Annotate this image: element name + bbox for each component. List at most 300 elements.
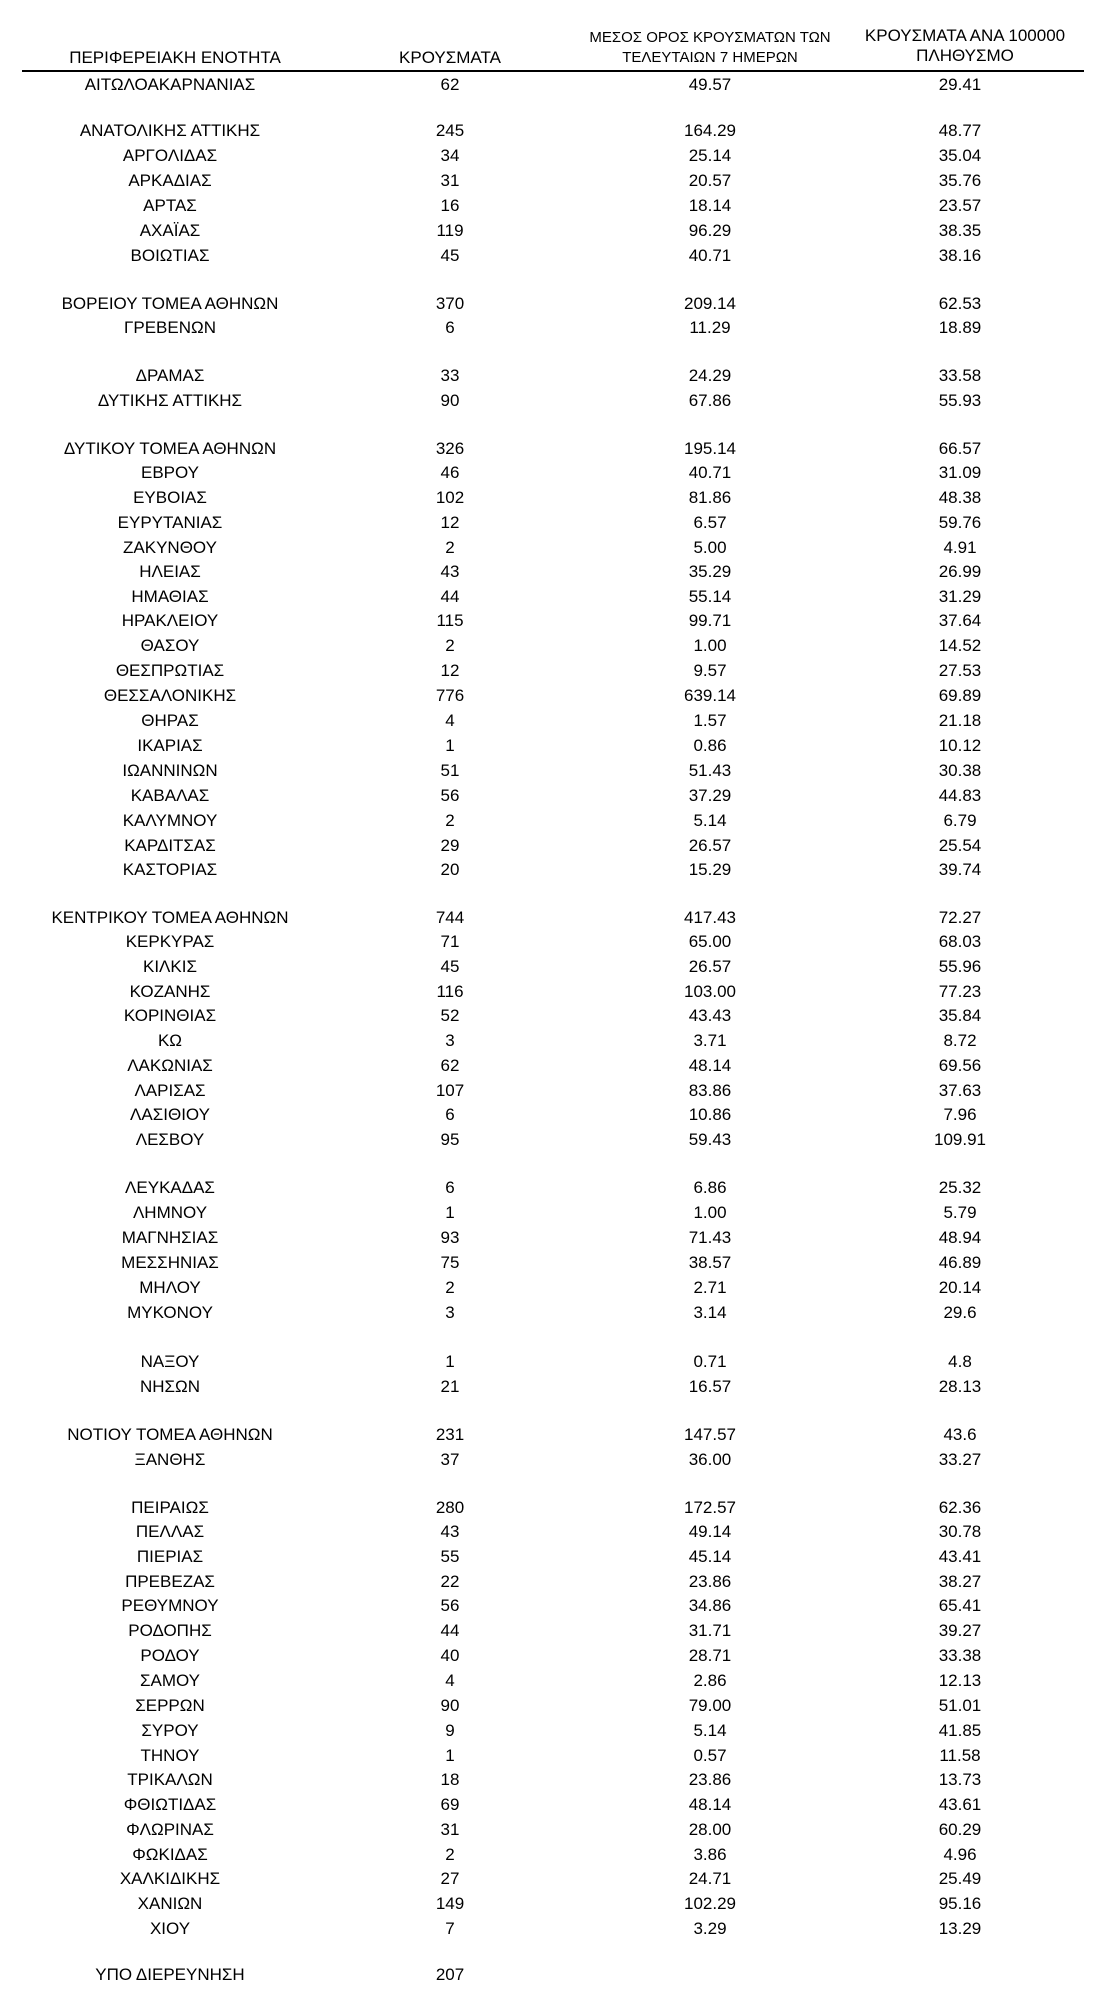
cases-cell: 9 xyxy=(445,1721,455,1740)
per-100k-cell: 39.27 xyxy=(938,1621,982,1640)
cases-cell: 43 xyxy=(440,562,460,581)
per-100k-cell: 37.63 xyxy=(938,1081,982,1100)
cases-cell: 149 xyxy=(435,1894,465,1913)
average-cell: 25.14 xyxy=(688,146,732,165)
per-100k-cell: 51.01 xyxy=(938,1696,982,1715)
table-row xyxy=(0,1670,1100,1692)
region-cell: ΠΕΛΛΑΣ xyxy=(135,1522,205,1541)
table-row xyxy=(0,710,1100,732)
region-cell: ΒΟΙΩΤΙΑΣ xyxy=(130,246,210,265)
per-100k-cell: 39.74 xyxy=(938,860,982,879)
cases-cell: 3 xyxy=(445,1303,455,1322)
per-100k-cell: 25.54 xyxy=(938,836,982,855)
table-row xyxy=(0,931,1100,953)
average-cell: 45.14 xyxy=(688,1547,732,1566)
per-100k-cell: 33.38 xyxy=(938,1646,982,1665)
table-row xyxy=(0,1227,1100,1249)
average-cell: 31.71 xyxy=(688,1621,732,1640)
cases-cell: 16 xyxy=(440,196,460,215)
region-cell: ΥΠΟ ΔΙΕΡΕΥΝΗΣΗ xyxy=(95,1965,245,1984)
per-100k-cell: 23.57 xyxy=(938,196,982,215)
region-cell: ΛΑΣΙΘΙΟΥ xyxy=(130,1105,210,1124)
cases-cell: 7 xyxy=(445,1919,455,1938)
cases-cell: 95 xyxy=(440,1130,460,1149)
region-cell: ΛΑΡΙΣΑΣ xyxy=(134,1081,206,1100)
cases-cell: 90 xyxy=(440,391,460,410)
cases-cell: 62 xyxy=(440,75,460,94)
average-cell: 67.86 xyxy=(688,391,732,410)
average-cell: 0.57 xyxy=(693,1746,727,1765)
table-row xyxy=(0,810,1100,832)
table-row xyxy=(0,735,1100,757)
per-100k-cell: 55.96 xyxy=(938,957,982,976)
average-cell: 43.43 xyxy=(688,1006,732,1025)
table-row xyxy=(0,1645,1100,1667)
cases-cell: 4 xyxy=(445,711,455,730)
table-row xyxy=(0,1893,1100,1915)
average-cell: 1.00 xyxy=(693,636,727,655)
table-row xyxy=(0,74,1100,96)
cases-cell: 4 xyxy=(445,1671,455,1690)
per-100k-cell: 68.03 xyxy=(938,932,982,951)
table-row xyxy=(0,1868,1100,1890)
table-row xyxy=(0,537,1100,559)
cases-cell: 40 xyxy=(440,1646,460,1665)
table-row xyxy=(0,981,1100,1003)
average-cell: 16.57 xyxy=(688,1377,732,1396)
table-row xyxy=(0,220,1100,242)
cases-cell: 2 xyxy=(445,1845,455,1864)
average-cell: 20.57 xyxy=(688,171,732,190)
region-cell: ΛΑΚΩΝΙΑΣ xyxy=(127,1056,213,1075)
per-100k-cell: 48.38 xyxy=(938,488,982,507)
table-row xyxy=(0,317,1100,339)
table-row xyxy=(0,1695,1100,1717)
region-cell: ΛΗΜΝΟΥ xyxy=(132,1203,208,1222)
region-cell: ΚΑΣΤΟΡΙΑΣ xyxy=(122,860,218,879)
region-cell: ΚΑΛΥΜΝΟΥ xyxy=(122,811,218,830)
per-100k-cell: 38.35 xyxy=(938,221,982,240)
table-row xyxy=(0,1129,1100,1151)
average-cell: 34.86 xyxy=(688,1596,732,1615)
region-cell: ΚΑΒΑΛΑΣ xyxy=(130,786,210,805)
table-row xyxy=(0,512,1100,534)
per-100k-cell: 95.16 xyxy=(938,1894,982,1913)
per-100k-cell: 20.14 xyxy=(938,1278,982,1297)
region-cell: ΤΡΙΚΑΛΩΝ xyxy=(127,1770,213,1789)
table-row xyxy=(0,610,1100,632)
per-100k-cell: 43.41 xyxy=(938,1547,982,1566)
average-cell: 209.14 xyxy=(684,294,736,313)
region-cell: ΧΙΟΥ xyxy=(149,1919,191,1938)
per-100k-cell: 43.61 xyxy=(938,1795,982,1814)
average-cell: 10.86 xyxy=(688,1105,732,1124)
table-row xyxy=(0,1620,1100,1642)
average-cell: 639.14 xyxy=(684,686,736,705)
table-row xyxy=(0,907,1100,929)
average-cell: 83.86 xyxy=(688,1081,732,1100)
table-row xyxy=(0,487,1100,509)
header-7day-average-line2: ΤΕΛΕΥΤΑΙΩΝ 7 ΗΜΕΡΩΝ xyxy=(622,49,798,66)
region-cell: ΒΟΡΕΙΟΥ ΤΟΜΕΑ ΑΘΗΝΩΝ xyxy=(61,294,279,313)
table-row xyxy=(0,1844,1100,1866)
per-100k-cell: 33.58 xyxy=(938,366,982,385)
cases-cell: 45 xyxy=(440,246,460,265)
average-cell: 96.29 xyxy=(688,221,732,240)
cases-cell: 43 xyxy=(440,1522,460,1541)
average-cell: 65.00 xyxy=(688,932,732,951)
region-cell: ΗΜΑΘΙΑΣ xyxy=(131,587,209,606)
region-cell: ΡΟΔΟΠΗΣ xyxy=(128,1621,212,1640)
region-cell: ΦΛΩΡΙΝΑΣ xyxy=(126,1820,214,1839)
per-100k-cell: 48.77 xyxy=(938,121,982,140)
per-100k-cell: 62.53 xyxy=(938,294,982,313)
per-100k-cell: 14.52 xyxy=(938,636,982,655)
per-100k-cell: 6.79 xyxy=(943,811,977,830)
per-100k-cell: 35.84 xyxy=(938,1006,982,1025)
region-cell: ΗΡΑΚΛΕΙΟΥ xyxy=(121,611,219,630)
table-row xyxy=(0,1424,1100,1446)
region-cell: ΑΡΓΟΛΙΔΑΣ xyxy=(122,146,218,165)
region-cell: ΕΥΒΟΙΑΣ xyxy=(133,488,207,507)
average-cell: 3.29 xyxy=(693,1919,727,1938)
region-cell: ΣΕΡΡΩΝ xyxy=(135,1696,205,1715)
per-100k-cell: 4.96 xyxy=(943,1845,977,1864)
average-cell: 2.86 xyxy=(693,1671,727,1690)
cases-cell: 69 xyxy=(440,1795,460,1814)
region-cell: ΧΑΛΚΙΔΙΚΗΣ xyxy=(119,1869,221,1888)
cases-cell: 44 xyxy=(440,1621,460,1640)
average-cell: 102.29 xyxy=(684,1894,736,1913)
cases-cell: 12 xyxy=(440,661,460,680)
table-row xyxy=(0,859,1100,881)
cases-cell: 75 xyxy=(440,1253,460,1272)
region-cell: ΑΡΤΑΣ xyxy=(143,196,197,215)
average-cell: 23.86 xyxy=(688,1572,732,1591)
average-cell: 5.00 xyxy=(693,538,727,557)
average-cell: 5.14 xyxy=(693,811,727,830)
region-cell: ΠΙΕΡΙΑΣ xyxy=(136,1547,204,1566)
average-cell: 99.71 xyxy=(688,611,732,630)
region-cell: ΘΑΣΟΥ xyxy=(140,636,200,655)
average-cell: 71.43 xyxy=(688,1228,732,1247)
cases-cell: 31 xyxy=(440,171,460,190)
cases-cell: 20 xyxy=(440,860,460,879)
per-100k-cell: 41.85 xyxy=(938,1721,982,1740)
region-cell: ΦΘΙΩΤΙΔΑΣ xyxy=(123,1795,217,1814)
cases-cell: 33 xyxy=(440,366,460,385)
cases-cell: 34 xyxy=(440,146,460,165)
region-cell: ΠΕΙΡΑΙΩΣ xyxy=(131,1498,209,1517)
cases-cell: 6 xyxy=(445,318,455,337)
table-row xyxy=(0,245,1100,267)
region-cell: ΞΑΝΘΗΣ xyxy=(134,1450,206,1469)
table-row xyxy=(0,835,1100,857)
region-cell: ΚΟΖΑΝΗΣ xyxy=(129,982,211,1001)
per-100k-cell: 65.41 xyxy=(938,1596,982,1615)
average-cell: 55.14 xyxy=(688,587,732,606)
region-cell: ΘΕΣΠΡΩΤΙΑΣ xyxy=(115,661,225,680)
average-cell: 26.57 xyxy=(688,836,732,855)
table-row xyxy=(0,561,1100,583)
per-100k-cell: 69.89 xyxy=(938,686,982,705)
table-row xyxy=(0,1302,1100,1324)
average-cell: 36.00 xyxy=(688,1450,732,1469)
per-100k-cell: 38.27 xyxy=(938,1572,982,1591)
average-cell: 172.57 xyxy=(684,1498,736,1517)
region-cell: ΜΥΚΟΝΟΥ xyxy=(127,1303,213,1322)
table-row xyxy=(0,1005,1100,1027)
average-cell: 3.71 xyxy=(693,1031,727,1050)
per-100k-cell: 28.13 xyxy=(938,1377,982,1396)
header-cases-per-100k-line2: ΠΛΗΘΥΣΜΟ xyxy=(916,46,1014,65)
per-100k-cell: 62.36 xyxy=(938,1498,982,1517)
table-row xyxy=(0,462,1100,484)
table-row xyxy=(0,1794,1100,1816)
per-100k-cell: 46.89 xyxy=(938,1253,982,1272)
average-cell: 28.71 xyxy=(688,1646,732,1665)
per-100k-cell: 29.41 xyxy=(938,75,982,94)
average-cell: 40.71 xyxy=(688,246,732,265)
average-cell: 0.71 xyxy=(693,1352,727,1371)
average-cell: 11.29 xyxy=(689,318,731,337)
cases-cell: 102 xyxy=(435,488,465,507)
cases-cell: 107 xyxy=(435,1081,465,1100)
average-cell: 417.43 xyxy=(684,908,736,927)
average-cell: 79.00 xyxy=(688,1696,732,1715)
average-cell: 23.86 xyxy=(688,1770,732,1789)
cases-cell: 370 xyxy=(435,294,465,313)
table-row xyxy=(0,170,1100,192)
per-100k-cell: 4.8 xyxy=(948,1352,972,1371)
header-7day-average-line1: ΜΕΣΟΣ ΟΡΟΣ ΚΡΟΥΣΜΑΤΩΝ ΤΩΝ xyxy=(589,29,831,46)
table-row xyxy=(0,438,1100,460)
cases-cell: 22 xyxy=(440,1572,460,1591)
cases-cell: 46 xyxy=(440,463,460,482)
per-100k-cell: 18.89 xyxy=(938,318,982,337)
cases-cell: 44 xyxy=(440,587,460,606)
region-cell: ΓΡΕΒΕΝΩΝ xyxy=(124,318,216,337)
region-cell: ΜΑΓΝΗΣΙΑΣ xyxy=(121,1228,219,1247)
table-row xyxy=(0,1720,1100,1742)
region-cell: ΑΧΑΪΑΣ xyxy=(139,221,201,240)
table-row xyxy=(0,1819,1100,1841)
per-100k-cell: 31.09 xyxy=(938,463,982,482)
cases-cell: 93 xyxy=(440,1228,460,1247)
per-100k-cell: 31.29 xyxy=(938,587,982,606)
average-cell: 5.14 xyxy=(693,1721,727,1740)
cases-cell: 62 xyxy=(440,1056,460,1075)
cases-cell: 119 xyxy=(436,221,464,240)
average-cell: 49.14 xyxy=(688,1522,732,1541)
average-cell: 49.57 xyxy=(688,75,732,94)
per-100k-cell: 21.18 xyxy=(938,711,982,730)
cases-cell: 1 xyxy=(445,1746,455,1765)
average-cell: 2.71 xyxy=(693,1278,727,1297)
region-cell: ΣΑΜΟΥ xyxy=(139,1671,201,1690)
per-100k-cell: 48.94 xyxy=(938,1228,982,1247)
table-row xyxy=(0,1202,1100,1224)
average-cell: 40.71 xyxy=(688,463,732,482)
average-cell: 28.00 xyxy=(688,1820,732,1839)
cases-cell: 51 xyxy=(440,761,460,780)
cases-cell: 1 xyxy=(445,1203,455,1222)
per-100k-cell: 8.72 xyxy=(943,1031,977,1050)
region-cell: ΜΗΛΟΥ xyxy=(139,1278,201,1297)
table-row xyxy=(0,390,1100,412)
per-100k-cell: 33.27 xyxy=(938,1450,982,1469)
table-row xyxy=(0,293,1100,315)
table-row xyxy=(0,1030,1100,1052)
region-cell: ΚΕΡΚΥΡΑΣ xyxy=(125,932,215,951)
table-row xyxy=(0,1080,1100,1102)
cases-cell: 31 xyxy=(440,1820,460,1839)
cases-cell: 27 xyxy=(440,1869,460,1888)
per-100k-cell: 7.96 xyxy=(943,1105,977,1124)
table-row xyxy=(0,1252,1100,1274)
cases-cell: 776 xyxy=(435,686,465,705)
per-100k-cell: 109.91 xyxy=(934,1130,986,1149)
region-cell: ΖΑΚΥΝΘΟΥ xyxy=(123,538,217,557)
table-row xyxy=(0,660,1100,682)
header-region: ΠΕΡΙΦΕΡΕΙΑΚΗ ΕΝΟΤΗΤΑ xyxy=(69,48,281,67)
region-cell: ΛΕΥΚΑΔΑΣ xyxy=(125,1178,215,1197)
per-100k-cell: 37.64 xyxy=(938,611,982,630)
average-cell: 24.29 xyxy=(688,366,732,385)
table-row xyxy=(0,1521,1100,1543)
region-cell: ΚΕΝΤΡΙΚΟΥ ΤΟΜΕΑ ΑΘΗΝΩΝ xyxy=(51,908,289,927)
table-row xyxy=(0,1745,1100,1767)
cases-cell: 52 xyxy=(440,1006,460,1025)
cases-cell: 6 xyxy=(445,1178,455,1197)
region-cell: ΧΑΝΙΩΝ xyxy=(137,1894,203,1913)
cases-cell: 55 xyxy=(440,1547,460,1566)
table-row xyxy=(0,195,1100,217)
cases-cell: 21 xyxy=(440,1377,460,1396)
table-row xyxy=(0,145,1100,167)
table-row xyxy=(0,1449,1100,1471)
cases-cell: 744 xyxy=(435,908,465,927)
region-cell: ΔΥΤΙΚΟΥ ΤΟΜΕΑ ΑΘΗΝΩΝ xyxy=(63,439,277,458)
per-100k-cell: 27.53 xyxy=(938,661,982,680)
cases-cell: 3 xyxy=(445,1031,455,1050)
cases-cell: 56 xyxy=(440,1596,460,1615)
region-cell: ΙΩΑΝΝΙΝΩΝ xyxy=(122,761,218,780)
table-row xyxy=(0,1376,1100,1398)
per-100k-cell: 26.99 xyxy=(938,562,982,581)
region-cell: ΜΕΣΣΗΝΙΑΣ xyxy=(121,1253,219,1272)
table-row xyxy=(0,1964,1100,1986)
region-cell: ΔΡΑΜΑΣ xyxy=(135,366,205,385)
average-cell: 15.29 xyxy=(688,860,732,879)
region-cell: ΚΙΛΚΙΣ xyxy=(143,957,197,976)
cases-cell: 115 xyxy=(436,611,464,630)
region-cell: ΦΩΚΙΔΑΣ xyxy=(132,1845,208,1864)
cases-cell: 116 xyxy=(436,982,464,1001)
cases-cell: 1 xyxy=(445,1352,455,1371)
average-cell: 1.57 xyxy=(693,711,727,730)
table-row xyxy=(0,1571,1100,1593)
region-cell: ΚΟΡΙΝΘΙΑΣ xyxy=(123,1006,217,1025)
per-100k-cell: 13.29 xyxy=(938,1919,982,1938)
cases-cell: 12 xyxy=(440,513,460,532)
region-cell: ΘΗΡΑΣ xyxy=(141,711,199,730)
table-row xyxy=(0,1546,1100,1568)
header-cases-per-100k-line1: ΚΡΟΥΣΜΑΤΑ ΑΝΑ 100000 xyxy=(864,26,1066,45)
cases-cell: 2 xyxy=(445,1278,455,1297)
cases-cell: 2 xyxy=(445,636,455,655)
table-row xyxy=(0,635,1100,657)
cases-cell: 29 xyxy=(440,836,460,855)
table-row xyxy=(0,760,1100,782)
cases-cell: 280 xyxy=(435,1498,465,1517)
cases-cell: 2 xyxy=(445,538,455,557)
per-100k-cell: 11.58 xyxy=(939,1746,981,1765)
cases-cell: 2 xyxy=(445,811,455,830)
table-row xyxy=(0,1104,1100,1126)
average-cell: 147.57 xyxy=(684,1425,736,1444)
cases-cell: 207 xyxy=(435,1965,465,1984)
region-cell: ΘΕΣΣΑΛΟΝΙΚΗΣ xyxy=(103,686,237,705)
region-cell: ΝΟΤΙΟΥ ΤΟΜΕΑ ΑΘΗΝΩΝ xyxy=(67,1425,273,1444)
per-100k-cell: 72.27 xyxy=(938,908,982,927)
per-100k-cell: 38.16 xyxy=(938,246,982,265)
average-cell: 51.43 xyxy=(688,761,732,780)
cases-cell: 326 xyxy=(435,439,465,458)
average-cell: 38.57 xyxy=(688,1253,732,1272)
average-cell: 0.86 xyxy=(693,736,727,755)
per-100k-cell: 59.76 xyxy=(938,513,982,532)
region-cell: ΙΚΑΡΙΑΣ xyxy=(137,736,203,755)
region-cell: ΚΩ xyxy=(157,1031,183,1050)
average-cell: 59.43 xyxy=(688,1130,732,1149)
average-cell: 26.57 xyxy=(688,957,732,976)
per-100k-cell: 55.93 xyxy=(938,391,982,410)
region-cell: ΗΛΕΙΑΣ xyxy=(139,562,201,581)
per-100k-cell: 35.76 xyxy=(938,171,982,190)
per-100k-cell: 35.04 xyxy=(938,146,982,165)
region-cell: ΡΕΘΥΜΝΟΥ xyxy=(121,1596,219,1615)
table-row xyxy=(0,1277,1100,1299)
per-100k-cell: 77.23 xyxy=(938,982,982,1001)
table-row xyxy=(0,785,1100,807)
per-100k-cell: 69.56 xyxy=(938,1056,982,1075)
average-cell: 164.29 xyxy=(684,121,736,140)
per-100k-cell: 30.38 xyxy=(938,761,982,780)
average-cell: 48.14 xyxy=(688,1056,732,1075)
cases-cell: 45 xyxy=(440,957,460,976)
cases-cell: 245 xyxy=(435,121,465,140)
table-row xyxy=(0,365,1100,387)
region-cell: ΑΙΤΩΛΟΑΚΑΡΝΑΝΙΑΣ xyxy=(84,75,256,94)
table-row xyxy=(0,1918,1100,1940)
per-100k-cell: 4.91 xyxy=(943,538,977,557)
cases-cell: 90 xyxy=(440,1696,460,1715)
table-row xyxy=(0,1055,1100,1077)
region-cell: ΠΡΕΒΕΖΑΣ xyxy=(125,1572,215,1591)
cases-cell: 37 xyxy=(440,1450,460,1469)
region-cell: ΝΑΞΟΥ xyxy=(140,1352,200,1371)
cases-cell: 56 xyxy=(440,786,460,805)
table-row xyxy=(0,1769,1100,1791)
average-cell: 24.71 xyxy=(688,1869,732,1888)
cases-cell: 71 xyxy=(440,932,460,951)
header-cases: ΚΡΟΥΣΜΑΤΑ xyxy=(399,48,501,67)
per-100k-cell: 30.78 xyxy=(938,1522,982,1541)
average-cell: 18.14 xyxy=(688,196,732,215)
table-row xyxy=(0,956,1100,978)
average-cell: 6.86 xyxy=(693,1178,727,1197)
